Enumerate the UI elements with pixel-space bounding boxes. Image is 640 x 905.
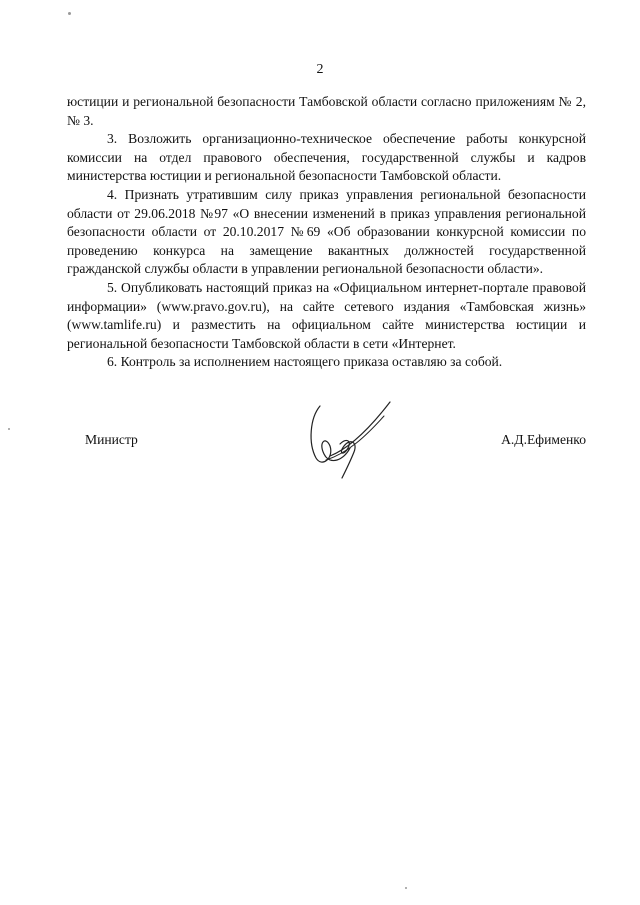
signatory-title: Министр [85,432,138,447]
document-body [67,93,586,372]
page-number: 2 [316,62,324,77]
paragraph-continuation: юстиции и региональной безопасности Тамбовской области согласно приложениям № 2, № 3. [67,94,586,128]
scan-speck [68,12,71,15]
paragraph-4: 4. Признать утратившим силу приказ управления региональной безопасности области от 29.06.2018 №97 «О внесении изменений в приказ управления региональной безопасности области от 20.10.2017 №69 «Об образовании конкурсной комиссии по проведению конкурса на замещение вакантных должностей государственной гражданской службы области в управлении региональной безопасности области». [67,186,586,277]
scan-speck [405,887,407,889]
scan-speck [8,428,10,430]
signatory-name: А.Д.Ефименко [501,432,586,447]
handwritten-signature [300,398,395,483]
paragraph-6: 6. Контроль за исполнением настоящего приказа оставляю за собой. [107,354,503,370]
paragraph-5: 5. Опубликовать настоящий приказ на «Официальном интернет-портале правовой информации» (www.pravo.gov.ru), на сайте сетевого издания «Тамбовская жизнь» (www.tamlife.ru) и разместить на официальном сайте министерства юстиции и региональной безопасности Тамбовской области в сети «Интернет. [67,279,586,351]
paragraph-3: 3. Возложить организационно-техническое обеспечение работы конкурсной комиссии на отдел правового обеспечения, государственной службы и кадров министерства юстиции и региональной безопасности Тамбовской области. [67,131,586,184]
